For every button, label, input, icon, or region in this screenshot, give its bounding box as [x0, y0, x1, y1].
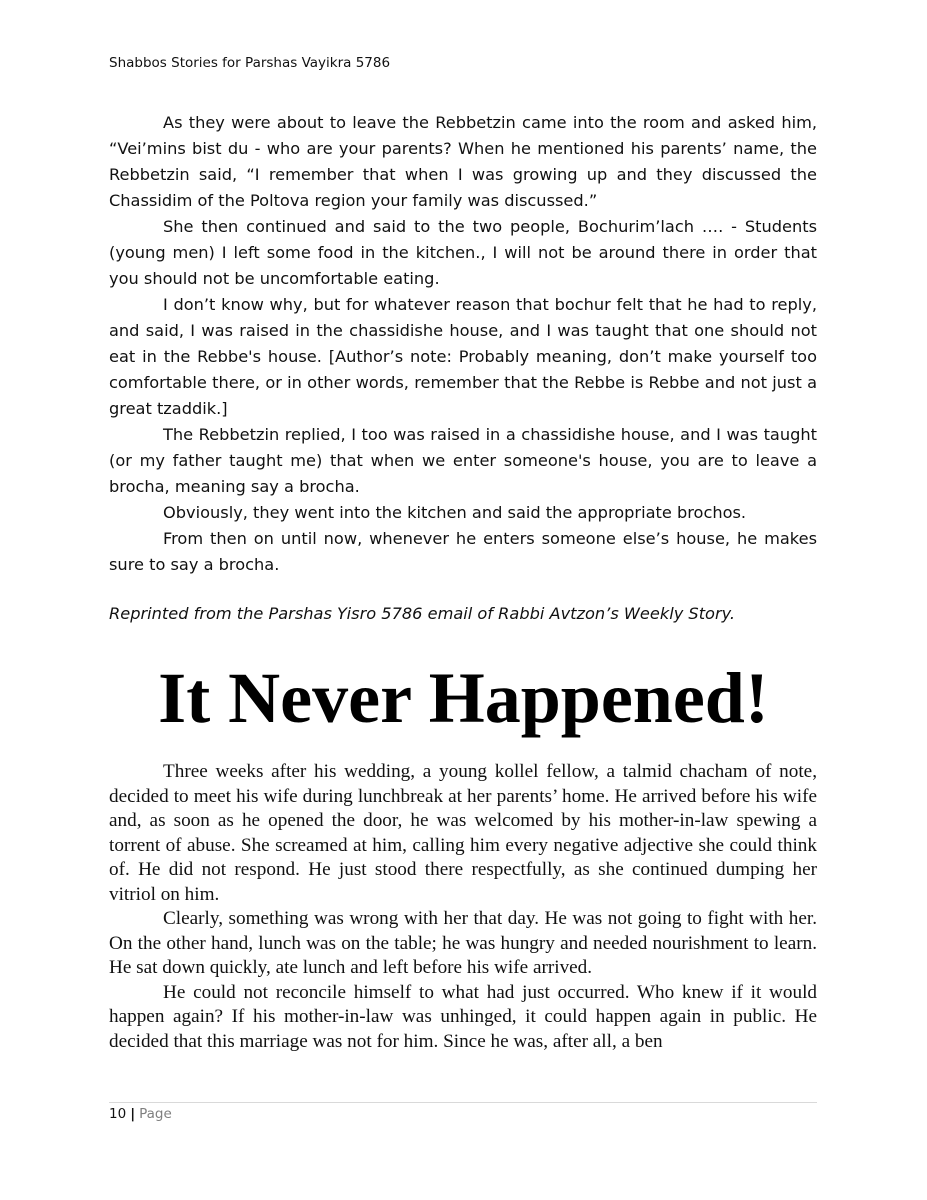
story-title: It Never Happened! — [158, 658, 769, 738]
paragraph: As they were about to leave the Rebbetzin came into the room and asked him, “Vei’mins bist du - who are your parents? When he mentioned his parents’ name, the Rebbetzin said, “I remember that when I was growing up and they discussed the Chassidim of the Poltova region your family was discussed.” — [109, 113, 817, 210]
paragraph: She then continued and said to the two people, Bochurim’lach …. - Students (young men) I left some food in the kitchen., I will not be around there in order that you should not be uncomfortable eating. — [109, 217, 817, 288]
paragraph: I don’t know why, but for whatever reason that bochur felt that he had to reply, and said, I was raised in the chassidishe house, and I was taught that one should not eat in the Rebbe's house. [Author’s note: Probably meaning, don’t make yourself too comfortable there, or in other words, remember that the Rebbe is Rebbe and not just a great tzaddik.] — [109, 295, 817, 418]
running-header: Shabbos Stories for Parshas Vayikra 5786 — [109, 55, 391, 71]
paragraph: Obviously, they went into the kitchen and said the appropriate brochos. — [163, 503, 747, 522]
paragraph: From then on until now, whenever he enters someone else’s house, he makes sure to say a brocha. — [109, 529, 817, 574]
reprint-note: Reprinted from the Parshas Yisro 5786 email of Rabbi Avtzon’s Weekly Story. — [109, 604, 736, 623]
page-label: Page — [139, 1106, 172, 1122]
previous-story-text — [109, 110, 817, 578]
footer-divider — [109, 1102, 817, 1103]
paragraph: The Rebbetzin replied, I too was raised in a chassidishe house, and I was taught (or my father taught me) that when we enter someone's house, you are to leave a brocha, meaning say a brocha. — [109, 425, 817, 496]
story-body — [109, 760, 817, 1054]
page-number: 10 — [109, 1106, 127, 1122]
paragraph: Three weeks after his wedding, a young kollel fellow, a talmid chacham of note, decided to meet his wife during lunchbreak at her parents’ home. He arrived before his wife and, as soon as he opened the door, he was welcomed by his mother-in-law spewing a torrent of abuse. She screamed at him, calling him every negative adjective she could think of. He did not respond. He just stood there respectfully, as she continued dumping her vitriol on him. — [109, 761, 817, 905]
page-footer — [109, 1106, 172, 1122]
paragraph: Clearly, something was wrong with her that day. He was not going to fight with her. On the other hand, lunch was on the table; he was hungry and needed nourishment to learn. He sat down quickly, ate lunch and left before his wife arrived. — [109, 908, 817, 978]
paragraph: He could not reconcile himself to what had just occurred. Who knew if it would happen again? If his mother-in-law was unhinged, it could happen again in public. He decided that this marriage was not for him. Since he was, after all, a ben — [109, 981, 817, 1052]
footer-separator: | — [130, 1106, 136, 1122]
